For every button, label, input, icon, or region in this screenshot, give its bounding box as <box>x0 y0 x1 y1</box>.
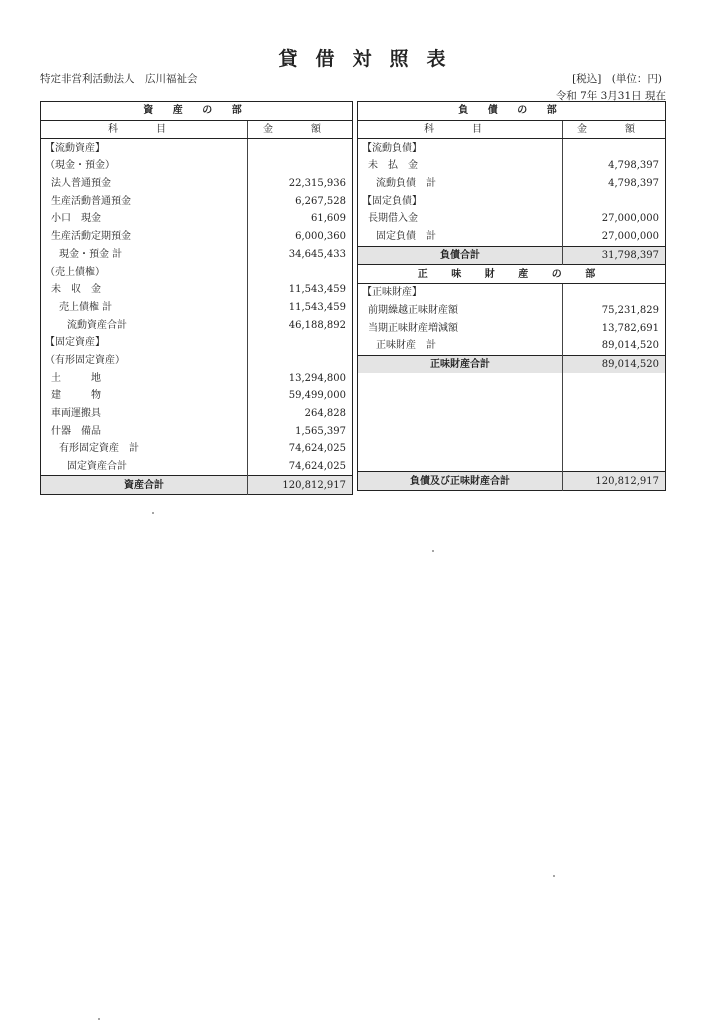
liabilities-total-label: 負債合計 <box>357 246 562 265</box>
row-label: （現金・預金） <box>45 160 115 172</box>
assets-total-label: 資産合計 <box>41 476 248 495</box>
row-amount: 264,828 <box>248 405 353 423</box>
table-row <box>357 337 665 355</box>
row-amount: 13,782,691 <box>562 319 665 337</box>
row-amount <box>562 192 665 210</box>
row-label: （有形固定資産） <box>45 354 125 366</box>
row-amount: 74,624,025 <box>248 440 353 458</box>
table-row <box>41 263 353 281</box>
net-assets-total-amount: 89,014,520 <box>562 355 665 373</box>
row-label: 生産活動普通預金 <box>51 195 131 207</box>
table-row <box>41 334 353 352</box>
row-amount: 74,624,025 <box>248 458 353 476</box>
table-row <box>357 283 665 301</box>
row-label: 現金・預金 計 <box>59 248 123 260</box>
grand-total-label: 負債及び正味財産合計 <box>357 472 562 491</box>
table-row <box>357 175 665 193</box>
tax-unit-note: [税込] (単位：円) <box>572 73 662 85</box>
row-label: 固定負債 計 <box>375 231 436 243</box>
assets-col-item: 科 目 <box>41 120 248 139</box>
row-label: 正味財産 計 <box>375 340 436 352</box>
row-label: 当期正味財産増減額 <box>367 322 458 334</box>
row-label: 【流動資産】 <box>45 142 105 154</box>
table-row <box>41 369 353 387</box>
row-amount <box>248 139 353 157</box>
assets-total-row <box>41 476 353 495</box>
table-row <box>357 319 665 337</box>
row-amount: 6,267,528 <box>248 192 353 210</box>
table-row <box>41 210 353 228</box>
row-amount: 4,798,397 <box>562 175 665 193</box>
liabilities-table <box>357 101 666 491</box>
row-label: 土 地 <box>51 372 101 384</box>
row-label: 小口 現金 <box>51 213 101 225</box>
liabilities-total-row <box>357 246 665 265</box>
table-row <box>357 210 665 228</box>
scan-speck <box>152 512 154 514</box>
row-label: 長期借入金 <box>367 213 418 225</box>
row-label: 什器 備品 <box>51 425 101 437</box>
table-row <box>357 139 665 157</box>
row-amount: 11,543,459 <box>248 281 353 299</box>
empty-filler-row <box>357 373 665 472</box>
row-amount <box>248 334 353 352</box>
row-label: （売上債権） <box>45 266 105 278</box>
row-amount: 61,609 <box>248 210 353 228</box>
row-amount: 22,315,936 <box>248 175 353 193</box>
table-row <box>357 302 665 320</box>
table-row <box>41 139 353 157</box>
scan-speck <box>98 1018 100 1020</box>
row-amount: 75,231,829 <box>562 302 665 320</box>
row-amount: 89,014,520 <box>562 337 665 355</box>
organization-name: 特定非営利活動法人 広川福祉会 <box>40 73 198 85</box>
table-row <box>41 316 353 334</box>
table-row <box>357 157 665 175</box>
row-label: 有形固定資産 計 <box>59 443 139 455</box>
row-amount: 1,565,397 <box>248 422 353 440</box>
table-row <box>41 440 353 458</box>
table-row <box>41 352 353 370</box>
row-label: 【固定負債】 <box>361 195 422 207</box>
row-amount <box>248 157 353 175</box>
row-label: 固定資産合計 <box>67 461 127 473</box>
table-row <box>41 175 353 193</box>
row-label: 売上債権 計 <box>59 301 113 313</box>
table-row <box>357 228 665 246</box>
page-title: 貸借対照表 <box>278 48 464 70</box>
table-row <box>41 281 353 299</box>
row-amount: 11,543,459 <box>248 299 353 317</box>
assets-section-title: 資 産 の 部 <box>41 102 353 121</box>
row-label: 流動負債 計 <box>375 178 436 190</box>
row-label: 法人普通預金 <box>51 178 111 190</box>
row-amount: 27,000,000 <box>562 210 665 228</box>
table-row <box>41 458 353 476</box>
row-amount: 13,294,800 <box>248 369 353 387</box>
row-label: 流動資産合計 <box>67 319 127 331</box>
row-label: 生産活動定期預金 <box>51 231 131 243</box>
report-date: 令和 7年 3月31日 現在 <box>555 90 666 102</box>
balance-sheet <box>40 101 666 491</box>
row-amount <box>248 263 353 281</box>
table-row <box>41 299 353 317</box>
row-label: 建 物 <box>51 390 101 402</box>
row-label: 【正味財産】 <box>361 287 422 299</box>
row-label: 未 払 金 <box>367 160 418 172</box>
grand-total-amount: 120,812,917 <box>562 472 665 491</box>
row-amount: 27,000,000 <box>562 228 665 246</box>
row-label: 未 収 金 <box>51 284 101 296</box>
table-row <box>41 157 353 175</box>
row-amount <box>562 283 665 301</box>
scan-speck <box>432 550 434 552</box>
liabilities-col-amount: 金 額 <box>562 120 665 139</box>
assets-table <box>40 101 353 495</box>
row-label: 車両運搬具 <box>51 408 101 420</box>
row-amount: 34,645,433 <box>248 246 353 264</box>
table-row <box>41 422 353 440</box>
row-amount <box>248 352 353 370</box>
net-assets-total-row <box>357 355 665 373</box>
scan-speck <box>553 875 555 877</box>
grand-total-row <box>357 472 665 491</box>
table-row <box>357 192 665 210</box>
table-row <box>41 228 353 246</box>
table-row <box>41 192 353 210</box>
net-assets-section-title: 正 味 財 産 の 部 <box>357 265 665 284</box>
row-label: 前期繰越正味財産額 <box>367 304 458 316</box>
table-row <box>41 387 353 405</box>
assets-total-amount: 120,812,917 <box>248 476 353 495</box>
liabilities-col-item: 科 目 <box>357 120 562 139</box>
table-row <box>41 405 353 423</box>
row-label: 【固定資産】 <box>45 337 105 349</box>
row-amount: 4,798,397 <box>562 157 665 175</box>
liabilities-total-amount: 31,798,397 <box>562 246 665 265</box>
row-label: 【流動負債】 <box>361 142 422 154</box>
row-amount <box>562 139 665 157</box>
row-amount: 46,188,892 <box>248 316 353 334</box>
net-assets-total-label: 正味財産合計 <box>357 355 562 373</box>
row-amount: 6,000,360 <box>248 228 353 246</box>
row-amount: 59,499,000 <box>248 387 353 405</box>
liabilities-section-title: 負 債 の 部 <box>357 102 665 121</box>
assets-col-amount: 金 額 <box>248 120 353 139</box>
table-row <box>41 246 353 264</box>
